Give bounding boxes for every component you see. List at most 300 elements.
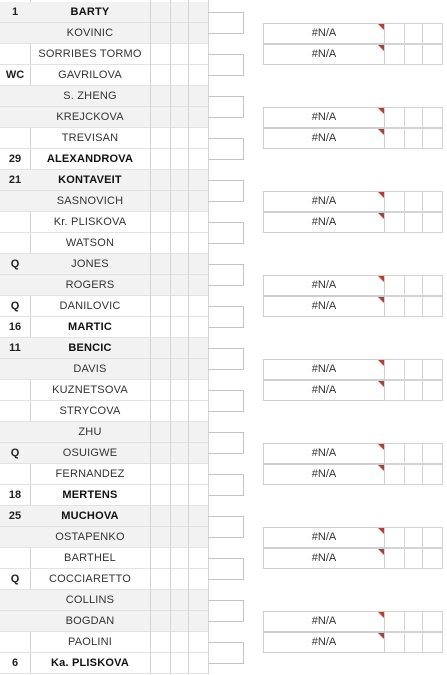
comment-marker-icon xyxy=(378,297,384,303)
comment-marker-icon xyxy=(378,213,384,219)
round2-value: #N/A xyxy=(311,132,337,144)
score-cell[interactable] xyxy=(423,296,443,317)
seed-label xyxy=(0,590,30,611)
score-cell[interactable] xyxy=(188,296,206,317)
comment-marker-icon xyxy=(378,612,384,618)
bracket-connector xyxy=(208,600,244,622)
score-cell[interactable] xyxy=(188,107,206,128)
player-name[interactable]: DANILOVIC xyxy=(59,300,121,312)
seed-label: WC xyxy=(5,69,25,81)
player-row[interactable] xyxy=(0,254,208,275)
score-cell[interactable] xyxy=(170,296,188,317)
player-name[interactable]: Kr. PLISKOVA xyxy=(53,216,127,228)
score-cell[interactable] xyxy=(150,338,170,359)
round2-value: #N/A xyxy=(311,48,337,60)
score-cell[interactable] xyxy=(385,107,405,128)
seed-label xyxy=(0,380,30,401)
score-cell[interactable] xyxy=(188,149,206,170)
score-cell[interactable] xyxy=(405,296,423,317)
player-row[interactable] xyxy=(0,527,208,548)
comment-marker-icon xyxy=(378,381,384,387)
seed-label: Q xyxy=(10,300,20,312)
score-cell[interactable] xyxy=(188,527,206,548)
score-cell[interactable] xyxy=(170,569,188,590)
bracket-connector xyxy=(208,642,244,664)
bracket-connector xyxy=(208,96,244,118)
player-row[interactable] xyxy=(0,506,208,527)
round2-value: #N/A xyxy=(311,27,337,39)
score-cell[interactable] xyxy=(188,212,206,233)
score-cell[interactable] xyxy=(150,359,170,380)
player-row[interactable] xyxy=(0,632,208,653)
score-cell[interactable] xyxy=(385,275,405,296)
score-cell[interactable] xyxy=(385,191,405,212)
score-cell[interactable] xyxy=(188,254,206,275)
score-cell[interactable] xyxy=(405,128,423,149)
score-cell[interactable] xyxy=(170,44,188,65)
seed-label: 1 xyxy=(11,6,19,18)
score-cell[interactable] xyxy=(188,233,206,254)
score-cell[interactable] xyxy=(188,464,206,485)
score-cell[interactable] xyxy=(188,548,206,569)
round2-cell[interactable] xyxy=(263,191,385,212)
score-cell[interactable] xyxy=(405,44,423,65)
round2-cell[interactable] xyxy=(263,107,385,128)
round2-value: #N/A xyxy=(311,447,337,459)
player-row[interactable] xyxy=(0,275,208,296)
score-cell[interactable] xyxy=(150,128,170,149)
score-cell[interactable] xyxy=(405,611,423,632)
player-row[interactable] xyxy=(0,485,208,506)
player-row[interactable] xyxy=(0,212,208,233)
score-cell[interactable] xyxy=(188,317,206,338)
score-cell[interactable] xyxy=(188,44,206,65)
comment-marker-icon xyxy=(378,444,384,450)
score-cell[interactable] xyxy=(170,275,188,296)
player-row[interactable] xyxy=(0,359,208,380)
score-cell[interactable] xyxy=(170,485,188,506)
score-cell[interactable] xyxy=(188,65,206,86)
score-cell[interactable] xyxy=(170,86,188,107)
score-cell[interactable] xyxy=(170,464,188,485)
score-cell[interactable] xyxy=(405,464,423,485)
score-cell[interactable] xyxy=(150,380,170,401)
score-cell[interactable] xyxy=(188,590,206,611)
score-cell[interactable] xyxy=(405,527,423,548)
score-cell[interactable] xyxy=(170,527,188,548)
round2-value: #N/A xyxy=(311,195,337,207)
bracket-connector xyxy=(208,348,244,370)
player-name[interactable]: OSTAPENKO xyxy=(55,531,125,543)
score-cell[interactable] xyxy=(385,380,405,401)
score-cell[interactable] xyxy=(423,23,443,44)
score-cell[interactable] xyxy=(170,128,188,149)
score-cell[interactable] xyxy=(150,149,170,170)
score-cell[interactable] xyxy=(170,653,188,674)
score-cell[interactable] xyxy=(385,359,405,380)
comment-marker-icon xyxy=(378,465,384,471)
seed-label xyxy=(0,44,30,65)
score-cell[interactable] xyxy=(405,275,423,296)
score-cell[interactable] xyxy=(188,632,206,653)
round2-cell[interactable] xyxy=(263,548,385,569)
seed-label: 25 xyxy=(8,510,22,522)
score-cell[interactable] xyxy=(188,23,206,44)
round2-cell[interactable] xyxy=(263,23,385,44)
player-row[interactable] xyxy=(0,149,208,170)
bracket-connector xyxy=(208,558,244,580)
player-name[interactable]: Ka. PLISKOVA xyxy=(51,657,129,669)
player-row[interactable] xyxy=(0,317,208,338)
score-cell[interactable] xyxy=(405,212,423,233)
score-cell[interactable] xyxy=(150,632,170,653)
bracket-connector xyxy=(208,12,244,34)
player-row[interactable] xyxy=(0,191,208,212)
player-row[interactable] xyxy=(0,296,208,317)
player-row[interactable] xyxy=(0,380,208,401)
score-cell[interactable] xyxy=(385,443,405,464)
player-name[interactable]: MARTIC xyxy=(68,321,112,333)
player-row[interactable] xyxy=(0,464,208,485)
score-cell[interactable] xyxy=(150,191,170,212)
score-cell[interactable] xyxy=(423,44,443,65)
score-cell[interactable] xyxy=(423,212,443,233)
bracket-connector xyxy=(208,474,244,496)
score-cell[interactable] xyxy=(150,2,170,23)
score-cell[interactable] xyxy=(188,443,206,464)
seed-label: 16 xyxy=(8,321,22,333)
seed-label: Q xyxy=(10,573,20,585)
player-name[interactable]: MERTENS xyxy=(62,489,118,501)
score-cell[interactable] xyxy=(170,191,188,212)
seed-label xyxy=(0,401,30,422)
score-cell[interactable] xyxy=(150,653,170,674)
player-name[interactable]: KOVINIC xyxy=(66,27,114,39)
round2-cell[interactable] xyxy=(263,527,385,548)
player-name[interactable]: SORRIBES TORMO xyxy=(38,48,142,60)
score-cell[interactable] xyxy=(385,611,405,632)
score-cell[interactable] xyxy=(150,233,170,254)
player-row[interactable] xyxy=(0,569,208,590)
score-cell[interactable] xyxy=(170,590,188,611)
score-cell[interactable] xyxy=(188,191,206,212)
score-cell[interactable] xyxy=(150,317,170,338)
score-cell[interactable] xyxy=(150,275,170,296)
score-cell[interactable] xyxy=(423,191,443,212)
score-cell[interactable] xyxy=(188,359,206,380)
player-name[interactable]: COCCIARETTO xyxy=(48,573,132,585)
round2-cell[interactable] xyxy=(263,380,385,401)
score-cell[interactable] xyxy=(170,65,188,86)
player-name[interactable]: FERNANDEZ xyxy=(55,468,125,480)
score-cell[interactable] xyxy=(150,107,170,128)
score-cell[interactable] xyxy=(423,548,443,569)
player-row[interactable] xyxy=(0,233,208,254)
score-cell[interactable] xyxy=(188,506,206,527)
score-cell[interactable] xyxy=(150,611,170,632)
player-name[interactable]: STRYCOVA xyxy=(59,405,121,417)
seed-label xyxy=(0,233,30,254)
round2-cell[interactable] xyxy=(263,296,385,317)
score-cell[interactable] xyxy=(170,443,188,464)
seed-label: Q xyxy=(10,258,20,270)
player-name[interactable]: ROGERS xyxy=(65,279,115,291)
round2-value: #N/A xyxy=(311,216,337,228)
score-cell[interactable] xyxy=(423,275,443,296)
seed-label: 21 xyxy=(8,174,22,186)
player-row[interactable] xyxy=(0,590,208,611)
score-cell[interactable] xyxy=(423,611,443,632)
score-cell[interactable] xyxy=(405,107,423,128)
bracket-connector xyxy=(208,138,244,160)
score-cell[interactable] xyxy=(170,317,188,338)
score-cell[interactable] xyxy=(385,44,405,65)
player-row[interactable] xyxy=(0,107,208,128)
score-cell[interactable] xyxy=(188,422,206,443)
player-name[interactable]: ALEXANDROVA xyxy=(46,153,134,165)
score-cell[interactable] xyxy=(170,23,188,44)
seed-label xyxy=(0,632,30,653)
score-cell[interactable] xyxy=(423,128,443,149)
score-cell[interactable] xyxy=(150,254,170,275)
score-cell[interactable] xyxy=(423,527,443,548)
player-name[interactable]: BARTY xyxy=(70,6,110,18)
seed-label xyxy=(0,212,30,233)
player-name[interactable]: PAOLINI xyxy=(68,636,112,648)
seed-label: Q xyxy=(10,447,20,459)
score-cell[interactable] xyxy=(170,170,188,191)
score-cell[interactable] xyxy=(188,128,206,149)
score-cell[interactable] xyxy=(170,107,188,128)
score-cell[interactable] xyxy=(385,212,405,233)
comment-marker-icon xyxy=(378,45,384,51)
score-cell[interactable] xyxy=(423,632,443,653)
player-name[interactable]: MUCHOVA xyxy=(61,510,119,522)
bracket-connector xyxy=(208,222,244,244)
score-cell[interactable] xyxy=(150,65,170,86)
score-cell[interactable] xyxy=(170,422,188,443)
player-row[interactable] xyxy=(0,338,208,359)
score-cell[interactable] xyxy=(423,359,443,380)
score-cell[interactable] xyxy=(188,275,206,296)
player-row[interactable] xyxy=(0,128,208,149)
player-name[interactable]: SASNOVICH xyxy=(56,195,124,207)
score-cell[interactable] xyxy=(170,548,188,569)
comment-marker-icon xyxy=(378,108,384,114)
score-cell[interactable] xyxy=(150,443,170,464)
round2-cell[interactable] xyxy=(263,44,385,65)
player-name[interactable]: KUZNETSOVA xyxy=(52,384,128,396)
score-cell[interactable] xyxy=(405,443,423,464)
round2-value: #N/A xyxy=(311,300,337,312)
score-cell[interactable] xyxy=(150,23,170,44)
comment-marker-icon xyxy=(378,528,384,534)
score-cell[interactable] xyxy=(150,485,170,506)
score-cell[interactable] xyxy=(170,506,188,527)
seed-label xyxy=(0,275,30,296)
comment-marker-icon xyxy=(378,360,384,366)
round2-cell[interactable] xyxy=(263,212,385,233)
score-cell[interactable] xyxy=(150,44,170,65)
score-cell[interactable] xyxy=(188,569,206,590)
player-name[interactable]: BOGDAN xyxy=(65,615,115,627)
player-name[interactable]: DAVIS xyxy=(73,363,107,375)
round2-value: #N/A xyxy=(311,468,337,480)
score-cell[interactable] xyxy=(170,380,188,401)
score-cell[interactable] xyxy=(170,233,188,254)
player-row[interactable] xyxy=(0,170,208,191)
score-cell[interactable] xyxy=(170,611,188,632)
round2-value: #N/A xyxy=(311,615,337,627)
comment-marker-icon xyxy=(378,633,384,639)
comment-marker-icon xyxy=(378,549,384,555)
score-cell[interactable] xyxy=(423,380,443,401)
score-cell[interactable] xyxy=(423,443,443,464)
player-name[interactable]: JONES xyxy=(71,258,109,270)
score-cell[interactable] xyxy=(405,548,423,569)
score-cell[interactable] xyxy=(405,191,423,212)
score-cell[interactable] xyxy=(423,464,443,485)
score-cell[interactable] xyxy=(150,86,170,107)
score-cell[interactable] xyxy=(170,401,188,422)
seed-label: 6 xyxy=(11,657,19,669)
player-name[interactable]: KONTAVEIT xyxy=(58,174,122,186)
bracket-connector xyxy=(208,264,244,286)
score-cell[interactable] xyxy=(188,86,206,107)
bracket-connector xyxy=(208,432,244,454)
score-cell[interactable] xyxy=(150,548,170,569)
score-cell[interactable] xyxy=(150,464,170,485)
player-name[interactable]: BENCIC xyxy=(68,342,112,354)
score-cell[interactable] xyxy=(188,170,206,191)
round2-value: #N/A xyxy=(311,384,337,396)
seed-label xyxy=(0,527,30,548)
score-cell[interactable] xyxy=(150,170,170,191)
comment-marker-icon xyxy=(378,24,384,30)
round2-value: #N/A xyxy=(311,279,337,291)
round2-cell[interactable] xyxy=(263,611,385,632)
player-row[interactable] xyxy=(0,422,208,443)
score-cell[interactable] xyxy=(405,23,423,44)
score-cell[interactable] xyxy=(188,485,206,506)
seed-label xyxy=(0,86,30,107)
player-name[interactable]: TREVISAN xyxy=(61,132,119,144)
score-cell[interactable] xyxy=(385,23,405,44)
round2-value: #N/A xyxy=(311,531,337,543)
player-name[interactable]: ZHU xyxy=(78,426,102,438)
round2-cell[interactable] xyxy=(263,464,385,485)
score-cell[interactable] xyxy=(405,359,423,380)
score-cell[interactable] xyxy=(170,212,188,233)
score-cell[interactable] xyxy=(170,149,188,170)
round2-cell[interactable] xyxy=(263,275,385,296)
bracket-connector xyxy=(208,54,244,76)
score-cell[interactable] xyxy=(385,527,405,548)
score-cell[interactable] xyxy=(188,380,206,401)
score-cell[interactable] xyxy=(150,212,170,233)
player-row[interactable] xyxy=(0,23,208,44)
score-cell[interactable] xyxy=(170,254,188,275)
score-cell[interactable] xyxy=(170,359,188,380)
score-cell[interactable] xyxy=(405,632,423,653)
seed-label: 11 xyxy=(9,342,21,354)
player-name[interactable]: OSUIGWE xyxy=(62,447,118,459)
bracket-connector xyxy=(208,180,244,202)
round2-cell[interactable] xyxy=(263,443,385,464)
score-cell[interactable] xyxy=(405,380,423,401)
score-cell[interactable] xyxy=(150,506,170,527)
round2-value: #N/A xyxy=(311,636,337,648)
seed-label: 18 xyxy=(8,489,22,501)
round2-value: #N/A xyxy=(311,111,337,123)
player-row[interactable] xyxy=(0,86,208,107)
score-cell[interactable] xyxy=(150,296,170,317)
bracket-connector xyxy=(208,516,244,538)
score-cell[interactable] xyxy=(188,2,206,23)
score-cell[interactable] xyxy=(170,2,188,23)
seed-label: 29 xyxy=(8,153,22,165)
score-cell[interactable] xyxy=(188,338,206,359)
score-cell[interactable] xyxy=(188,401,206,422)
player-name[interactable]: COLLINS xyxy=(65,594,115,606)
player-name[interactable]: BARTHEL xyxy=(64,552,116,564)
comment-marker-icon xyxy=(378,276,384,282)
player-row[interactable] xyxy=(0,611,208,632)
player-row[interactable] xyxy=(0,653,208,674)
player-name[interactable]: S. ZHENG xyxy=(63,90,117,102)
player-name[interactable]: WATSON xyxy=(65,237,115,249)
score-cell[interactable] xyxy=(385,548,405,569)
player-name[interactable]: KREJCKOVA xyxy=(56,111,124,123)
seed-label xyxy=(0,191,30,212)
seed-label xyxy=(0,23,30,44)
seed-label xyxy=(0,359,30,380)
seed-label xyxy=(0,422,30,443)
round2-cell[interactable] xyxy=(263,632,385,653)
player-row[interactable] xyxy=(0,443,208,464)
round2-cell[interactable] xyxy=(263,359,385,380)
round2-value: #N/A xyxy=(311,552,337,564)
round2-value: #N/A xyxy=(311,363,337,375)
score-cell[interactable] xyxy=(150,401,170,422)
score-cell[interactable] xyxy=(385,632,405,653)
player-row[interactable] xyxy=(0,401,208,422)
score-cell[interactable] xyxy=(170,632,188,653)
score-cell[interactable] xyxy=(150,422,170,443)
score-cell[interactable] xyxy=(423,107,443,128)
player-name[interactable]: GAVRILOVA xyxy=(58,69,122,81)
player-row[interactable] xyxy=(0,65,208,86)
round2-cell[interactable] xyxy=(263,128,385,149)
bracket-connector xyxy=(208,390,244,412)
bracket-connector xyxy=(208,306,244,328)
score-cell[interactable] xyxy=(385,296,405,317)
player-row[interactable] xyxy=(0,44,208,65)
score-cell[interactable] xyxy=(170,338,188,359)
score-cell[interactable] xyxy=(188,653,206,674)
score-cell[interactable] xyxy=(385,128,405,149)
player-row[interactable] xyxy=(0,548,208,569)
score-cell[interactable] xyxy=(188,611,206,632)
score-cell[interactable] xyxy=(385,464,405,485)
comment-marker-icon xyxy=(378,129,384,135)
seed-label xyxy=(0,107,30,128)
score-cell[interactable] xyxy=(150,569,170,590)
score-cell[interactable] xyxy=(150,590,170,611)
player-row[interactable] xyxy=(0,2,208,23)
seed-label xyxy=(0,548,30,569)
score-cell[interactable] xyxy=(150,527,170,548)
